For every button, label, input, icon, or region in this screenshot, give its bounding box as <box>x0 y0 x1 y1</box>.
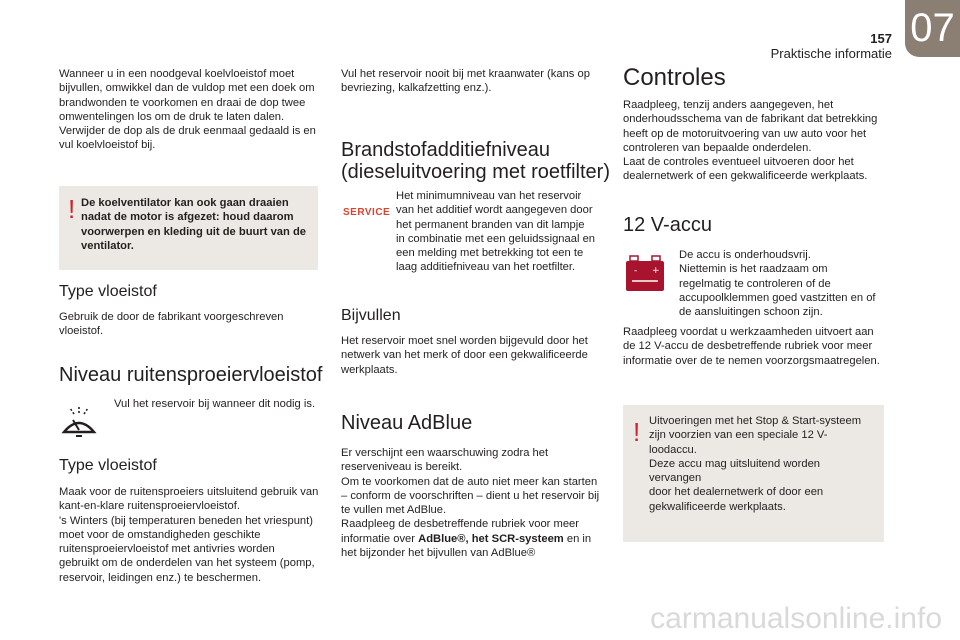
washer-text: Vul het reservoir bij wanneer dit nodig is. <box>114 398 316 410</box>
battery-warning-box <box>623 405 884 542</box>
section-heading-type-fluid-2: Type vloeistof <box>59 457 157 474</box>
section-heading-washer-level: Niveau ruitensproeiervloeistof <box>59 364 323 386</box>
additive-text: Het minimumniveau van het reservoir van het additief wordt aangegeven door het permanent branden van dit lampje in combinatie met een geluidssignaal en een melding met betrekking tot een te laag additiefniveau van het roetfilter. <box>396 190 596 274</box>
controls-text: Raadpleeg, tenzij anders aangegeven, het onderhoudsschema van de fabrikant dat betrekking heeft op de motoruitvoering van uw auto voor het controleren van bepaalde onderdelen. Laat de controles eventueel uitvoeren door het dealernetwerk of een gekwalificeerde werkplaats. <box>623 99 878 183</box>
watermark: carmanualsonline.info <box>650 602 942 635</box>
type-fluid-1-text: Gebruik de door de fabrikant voorgeschreven vloeistof. <box>59 311 284 338</box>
svg-text:-: - <box>634 266 638 276</box>
coolant-warning-text: De koelventilator kan ook gaan draaien nadat de motor is afgezet: houd daarom voorwerpen en kleding uit de buurt van de ventilator. <box>81 197 307 252</box>
service-warning-icon: SERVICE <box>343 207 391 218</box>
chapter-tab: 07 <box>905 0 960 57</box>
battery-icon <box>624 254 666 294</box>
coolant-warning-box <box>59 186 318 270</box>
warning-icon: ! <box>68 194 76 224</box>
battery-text-2: Raadpleeg voordat u werkzaamheden uitvoert aan de 12 V-accu de desbetreffende rubriek voor meer informatie over de te nemen voorzorgsmaatregelen. <box>623 326 880 367</box>
section-heading-additive: Brandstofadditiefniveau (dieseluitvoering met roetfilter) <box>341 139 610 183</box>
windscreen-washer-icon <box>60 404 98 440</box>
type-fluid-2-text: Maak voor de ruitensproeiers uitsluitend gebruik van kant-en-klare ruitensproeiervloeistof. 's Winters (bij temperaturen beneden het vriespunt) moet voor de omstandigheden geschikte ruitensproeiervloeistof met antivries worden gebruikt om de onderdelen van het systeem (pomp, reservoir, leidingen enz.) te beschermen. <box>59 486 319 584</box>
section-heading-controls: Controles <box>623 64 726 91</box>
page-number: 157 <box>870 31 892 46</box>
warning-icon: ! <box>633 417 641 447</box>
section-heading-adblue: Niveau AdBlue <box>341 412 473 434</box>
svg-text:+: + <box>652 266 660 276</box>
section-heading-type-fluid-1: Type vloeistof <box>59 283 157 300</box>
chapter-title: Praktische informatie <box>770 46 892 61</box>
section-heading-battery: 12 V-accu <box>623 214 712 236</box>
tapwater-note: Vul het reservoir nooit bij met kraanwater (kans op bevriezing, kalkafzetting enz.). <box>341 68 590 95</box>
adblue-text: Er verschijnt een waarschuwing zodra het reserveniveau is bereikt. Om te voorkomen dat de auto niet meer kan starten – conform de voorschriften – dient u het reservoir bij te vullen met AdBlue. Raadpleeg de desbetreffende rubriek voor meer informatie over AdBlue®, het SCR-systeem en in het bijzonder het bijvullen van AdBlue® <box>341 447 600 560</box>
battery-text: De accu is onderhoudsvrij. Niettemin is het raadzaam om regelmatig te controleren of de accupoolklemmen goed vastzitten en of de aansluitingen schoon zijn. <box>679 249 876 319</box>
section-heading-refill: Bijvullen <box>341 307 401 324</box>
coolant-intro: Wanneer u in een noodgeval koelvloeistof moet bijvullen, omwikkel dan de vuldop met een doek om brandwonden te voorkomen en draai de dop twee omwentelingen los om de druk te laten dalen. Verwijder de dop als de druk eenmaal gedaald is en vul koelvloeistof bij. <box>59 68 316 152</box>
battery-warning-text: Uitvoeringen met het Stop & Start-systeem zijn voorzien van een speciale 12 V-loodaccu. Deze accu mag uitsluitend worden vervangen door het dealernetwerk of door een gekwalificeerde werkplaats. <box>649 415 862 513</box>
refill-text: Het reservoir moet snel worden bijgevuld door het netwerk van het merk of door een gekwalificeerde werkplaats. <box>341 335 588 376</box>
